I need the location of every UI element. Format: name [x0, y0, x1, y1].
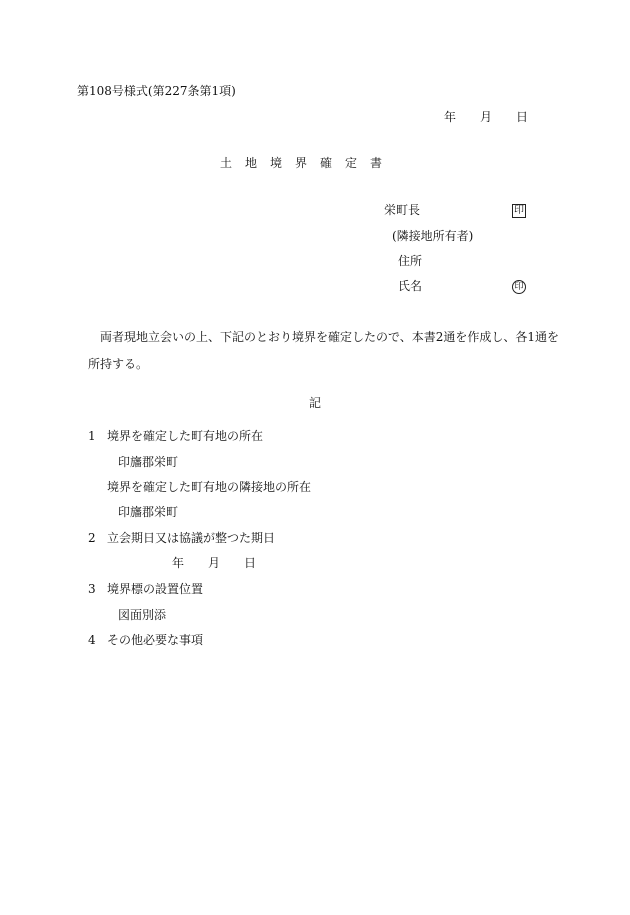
item-3-number: 3: [88, 582, 96, 596]
item-2-day-label: 日: [244, 556, 257, 570]
seal-circle-icon: 印: [512, 280, 526, 294]
neighbor-owner-label: (隣接地所有者): [392, 229, 474, 243]
date-year-label: 年: [444, 110, 457, 124]
date-day-label: 日: [516, 110, 529, 124]
paragraph-line-1: 両者現地立会いの上、下記のとおり境界を確定したので、本書2通を作成し、各1通を: [100, 330, 560, 344]
address-label: 住所: [398, 254, 423, 268]
paragraph-line-2: 所持する。: [88, 357, 149, 371]
item-2-month-label: 月: [208, 556, 221, 570]
item-4-number: 4: [88, 633, 96, 647]
item-3-value: 図面別添: [118, 608, 167, 622]
name-label: 氏名: [398, 279, 423, 293]
item-1b-value: 印旛郡栄町: [118, 505, 179, 519]
item-1-label: 境界を確定した町有地の所在: [107, 429, 264, 443]
seal-square-icon: 印: [514, 205, 524, 216]
item-4-label: その他必要な事項: [107, 633, 204, 647]
mayor-seal: [512, 202, 526, 218]
item-1-value: 印旛郡栄町: [118, 455, 179, 469]
item-1b-label: 境界を確定した町有地の隣接地の所在: [107, 480, 312, 494]
date-month-label: 月: [480, 110, 493, 124]
item-1-number: 1: [88, 429, 96, 443]
item-3-label: 境界標の設置位置: [107, 582, 204, 596]
item-2-label: 立会期日又は協議が整つた期日: [107, 531, 276, 545]
form-number: 第108号様式(第227条第1項): [77, 84, 236, 98]
mayor-label: 栄町長: [384, 203, 421, 217]
item-2-number: 2: [88, 531, 96, 545]
ki-heading: 記: [309, 396, 322, 410]
document-title: 土地境界確定書: [220, 156, 396, 170]
item-2-year-label: 年: [172, 556, 185, 570]
name-seal: [512, 278, 526, 294]
